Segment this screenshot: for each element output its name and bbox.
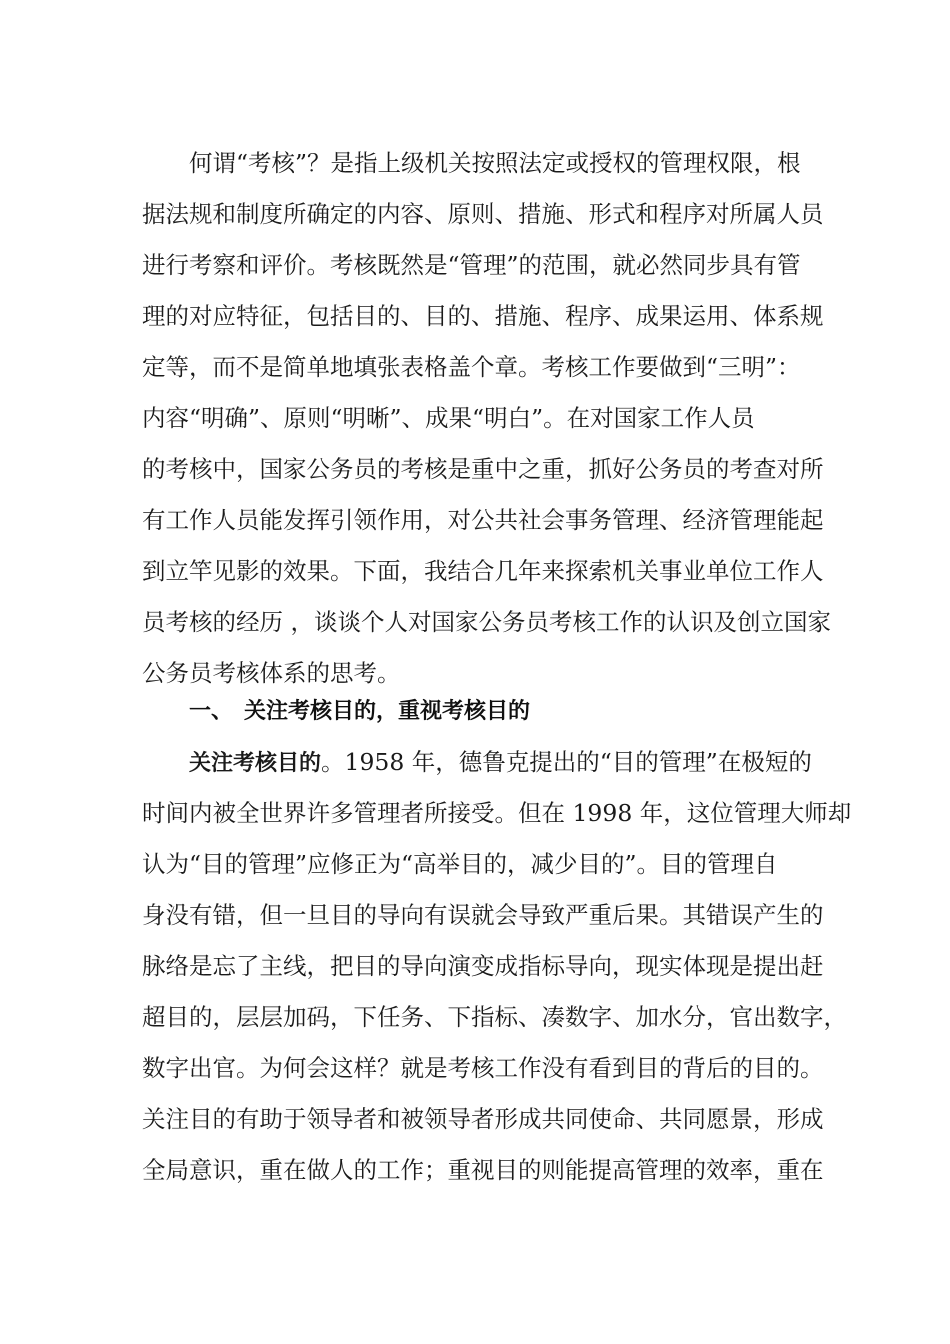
paragraph-line: 脉络是忘了主线，把目的导向演变成指标导向，现实体现是提出赶: [142, 952, 824, 980]
paragraph-line: 进行考察和评价。考核既然是“管理”的范围，就必然同步具有管: [142, 251, 801, 279]
paragraph-line: 身没有错，但一旦目的导向有误就会导致严重后果。其错误产生的: [142, 901, 824, 929]
paragraph-line: 公务员考核体系的思考。: [142, 659, 401, 687]
paragraph-line: [142, 737, 817, 788]
section-number: 一、: [189, 699, 234, 724]
section-title: 关注考核目的，重视考核目的: [244, 699, 531, 724]
paragraph-line: 数字出官。为何会这样？就是考核工作没有看到目的背后的目的。: [142, 1054, 824, 1082]
paragraph-line: 理的对应特征，包括目的、目的、措施、程序、成果运用、体系规: [142, 302, 824, 330]
paragraph-line: 认为“目的管理”应修正为“高举目的，减少目的”。目的管理自: [142, 850, 778, 878]
paragraph-line: 全局意识，重在做人的工作；重视目的则能提高管理的效率，重在: [142, 1156, 824, 1184]
paragraph-line: 超目的，层层加码，下任务、下指标、凑数字、加水分，官出数字，: [142, 1003, 847, 1031]
paragraph-line: 到立竿见影的效果。下面，我结合几年来探索机关事业单位工作人: [142, 557, 824, 585]
section-paragraph: [142, 737, 852, 1196]
paragraph-line: 定等，而不是简单地填张表格盖个章。考核工作要做到“三明”：: [142, 353, 801, 381]
paragraph-line: 据法规和制度所确定的内容、原则、措施、形式和程序对所属人员: [142, 200, 824, 228]
lead-phrase: 关注考核目的: [189, 751, 322, 776]
section-heading: [189, 686, 530, 737]
paragraph-line: 有工作人员能发挥引领作用，对公共社会事务管理、经济管理能起: [142, 506, 824, 534]
paragraph-line: 关注目的有助于领导者和被领导者形成共同使命、共同愿景，形成: [142, 1105, 824, 1133]
paragraph-line: 时间内被全世界许多管理者所接受。但在 1998 年，这位管理大师却: [142, 799, 852, 827]
lead-line-text: 。1958 年，德鲁克提出的“目的管理”在极短的: [321, 748, 812, 776]
paragraph-line: 内容“明确”、原则“明晰”、成果“明白”。在对国家工作人员: [142, 404, 755, 432]
paragraph-line: 员考核的经历 ，谈谈个人对国家公务员考核工作的认识及创立国家: [142, 608, 831, 636]
paragraph-line: 的考核中，国家公务员的考核是重中之重，抓好公务员的考查对所: [142, 455, 824, 483]
paragraph-line: 何谓“考核”？是指上级机关按照法定或授权的管理权限，根: [189, 149, 801, 177]
intro-paragraph: [142, 138, 831, 699]
